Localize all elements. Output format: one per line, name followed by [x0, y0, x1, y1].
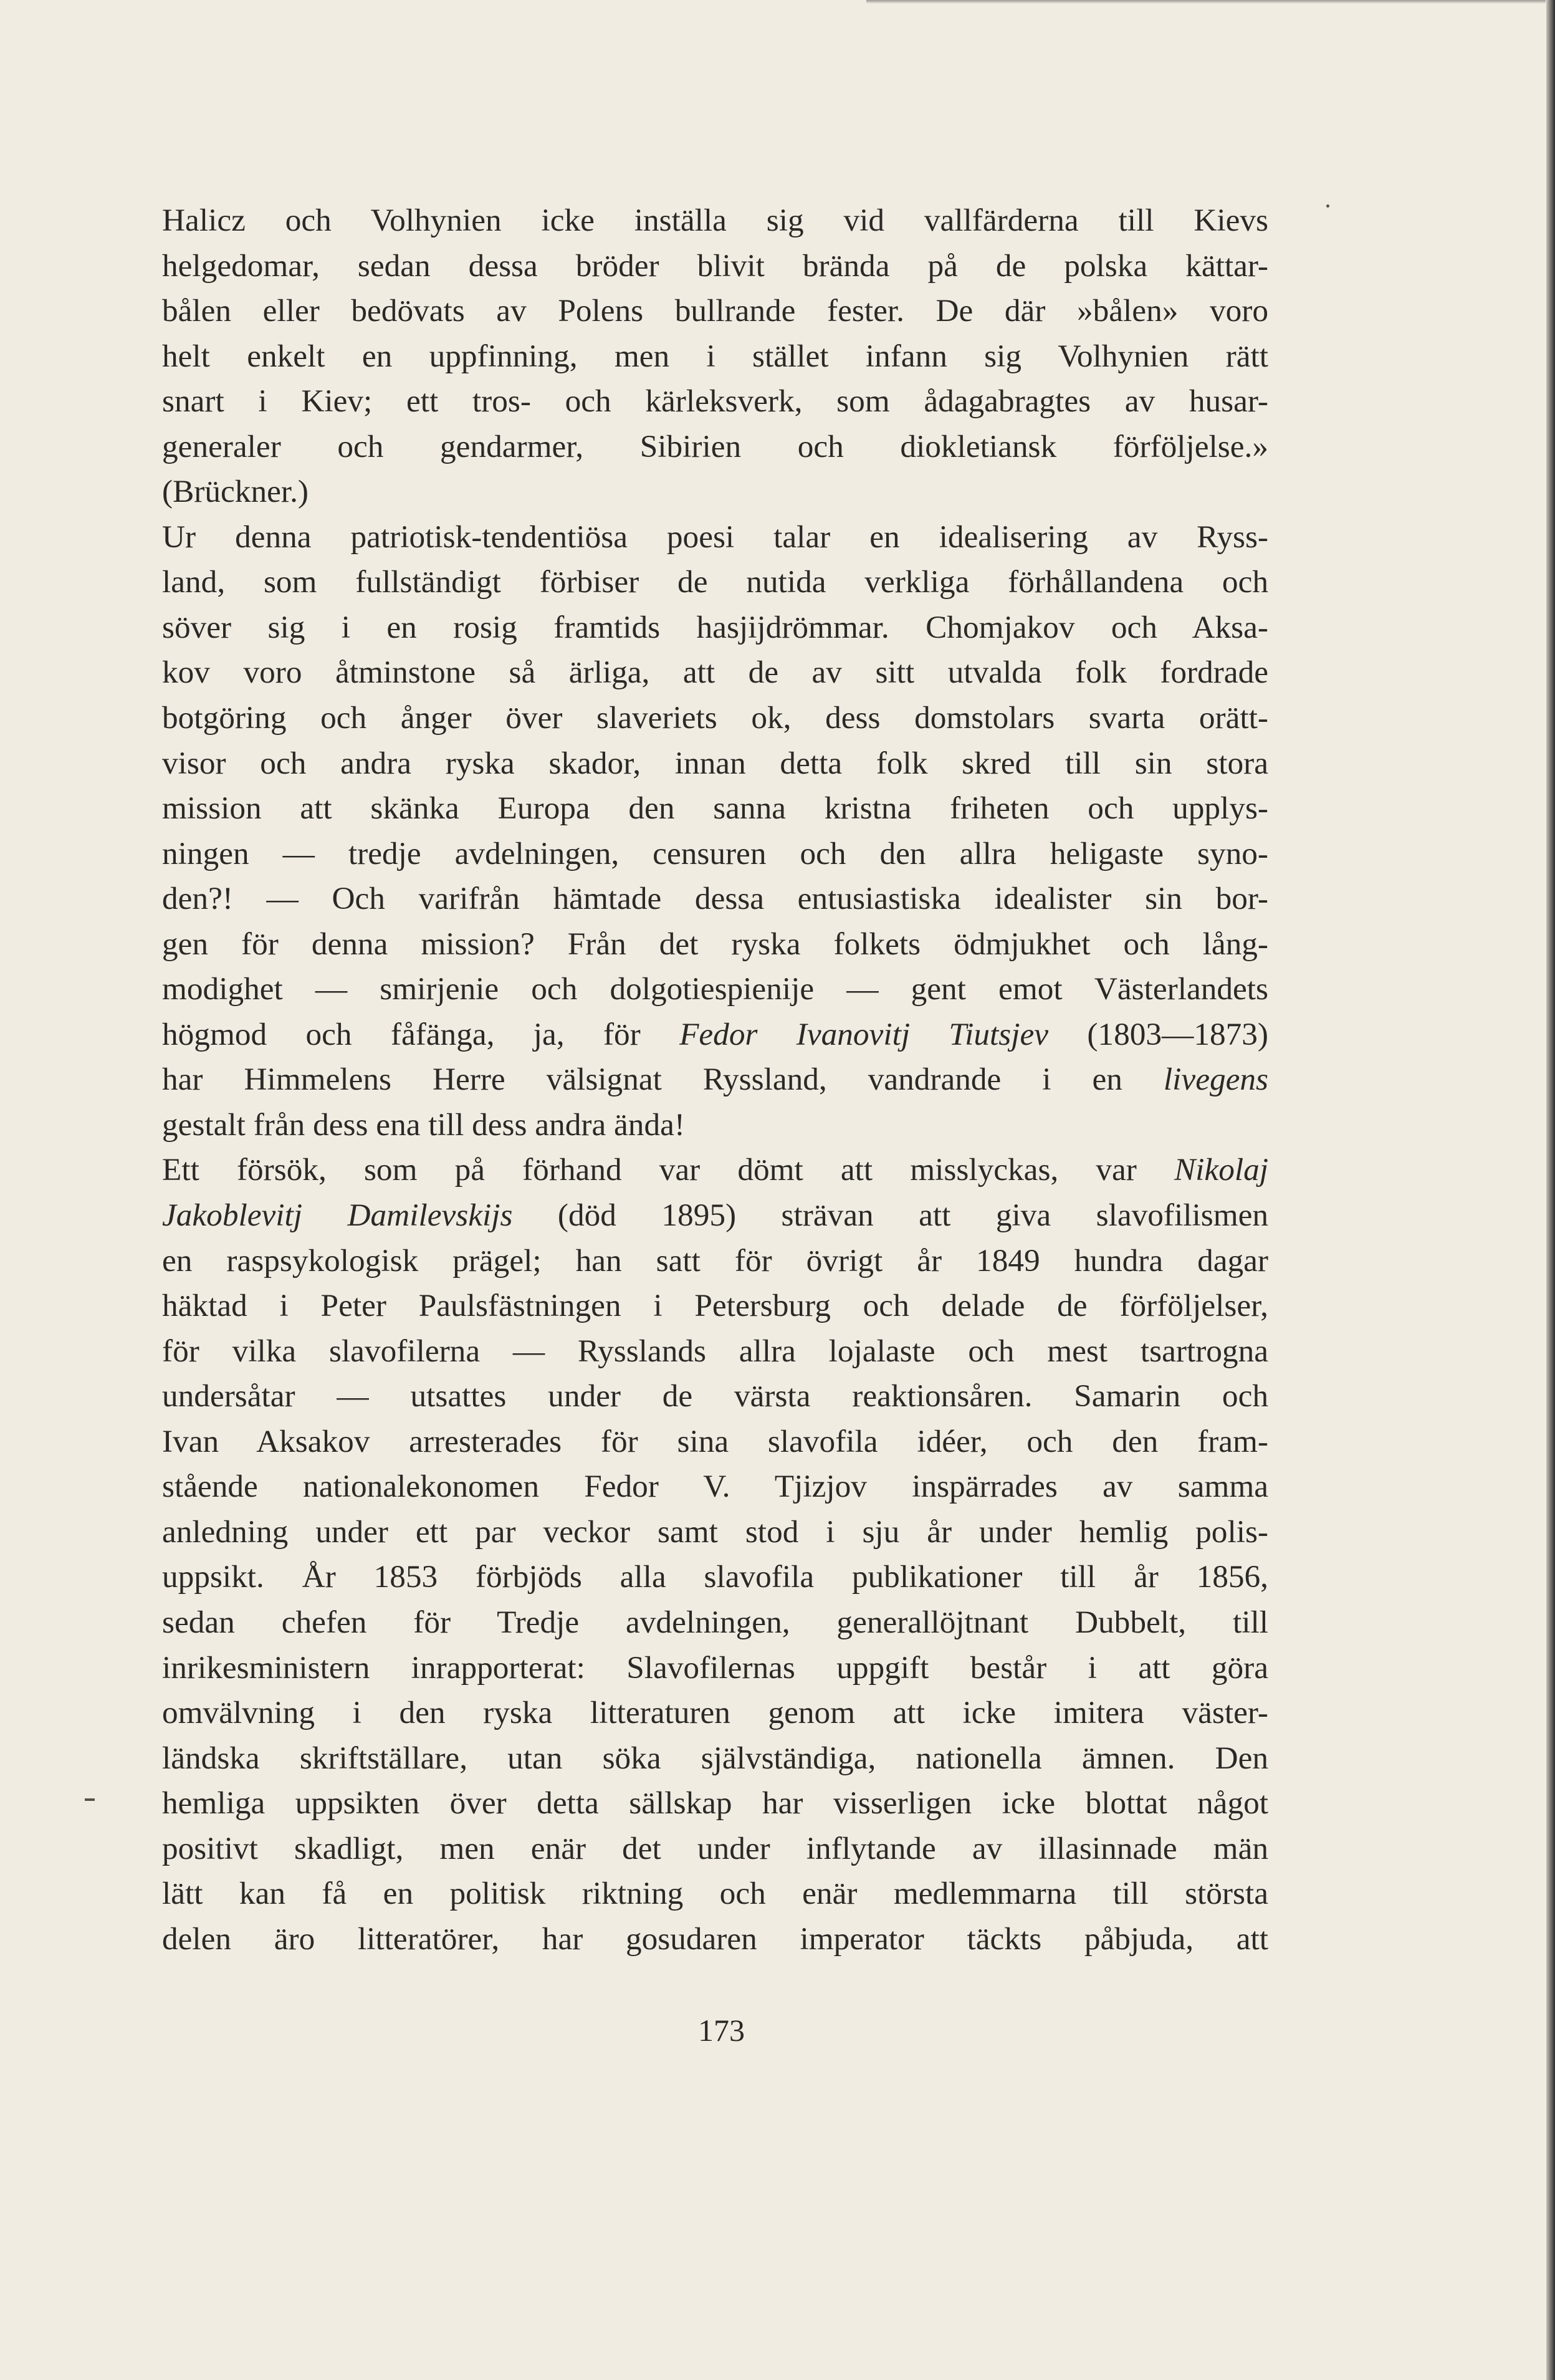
text-line	[162, 1103, 1268, 1148]
text-line	[162, 1691, 1268, 1736]
text-line	[162, 425, 1268, 470]
line-text: delen äro litteratörer, har gosudaren imperator täckts påbjuda, att	[162, 1921, 1268, 1957]
line-text: har Himmelens Herre välsignat Ryssland, vandrande i en	[162, 1062, 1164, 1098]
line-text: hemliga uppsikten över detta sällskap har visserligen icke blottat något	[162, 1785, 1268, 1821]
line-text: Ur denna patriotisk-tendentiösa poesi talar en idealisering av Ryss-	[162, 519, 1268, 555]
text-line	[162, 832, 1268, 877]
page-right-edge	[1546, 0, 1555, 2380]
italic-name: Jakoblevitj Damilevskijs	[162, 1197, 513, 1234]
text-line	[162, 289, 1268, 334]
text-line	[162, 560, 1268, 605]
text-line	[162, 876, 1268, 922]
line-text: Ett försök, som på förhand var dömt att misslyckas, var	[162, 1152, 1174, 1188]
text-line	[162, 1329, 1268, 1375]
line-text: för vilka slavofilerna — Rysslands allra lojalaste och mest tsartrogna	[162, 1333, 1268, 1369]
text-line	[162, 650, 1268, 696]
line-text: den?! — Och varifrån hämtade dessa entusiastiska idealister sin bor-	[162, 881, 1268, 917]
text-line	[162, 605, 1268, 651]
text-line	[162, 469, 1268, 515]
line-text: undersåtar — utsattes under de värsta reaktionsåren. Samarin och	[162, 1378, 1268, 1414]
line-text: kov voro åtminstone så ärliga, att de av sitt utvalda folk fordrade	[162, 655, 1268, 691]
line-text: (död 1895) strävan att giva slavofilismen	[512, 1197, 1268, 1234]
text-line	[162, 1555, 1268, 1600]
text-line	[162, 1012, 1268, 1058]
text-line	[162, 1419, 1268, 1465]
text-line	[162, 1239, 1268, 1284]
line-text: högmod och fåfänga, ja, för	[162, 1016, 680, 1052]
line-text: botgöring och ånger över slaveriets ok, dess domstolars svarta orätt-	[162, 700, 1268, 736]
text-line	[162, 696, 1268, 741]
text-line	[162, 1510, 1268, 1555]
line-text: helgedomar, sedan dessa bröder blivit brända på de polska kättar-	[162, 247, 1268, 284]
line-text: en raspsykologisk prägel; han satt för övrigt år 1849 hundra dagar	[162, 1242, 1268, 1279]
line-text: lätt kan få en politisk riktning och enär medlemmarna till största	[162, 1876, 1268, 1912]
line-text: positivt skadligt, men enär det under inflytande av illasinnade män	[162, 1830, 1268, 1866]
text-line	[162, 1736, 1268, 1782]
text-line	[162, 1600, 1268, 1646]
italic-name: Fedor Ivanovitj Tiutsjev	[679, 1016, 1049, 1052]
line-text: gen för denna mission? Från det ryska folkets ödmjukhet och lång-	[162, 926, 1268, 962]
text-line	[162, 1193, 1268, 1239]
text-line	[162, 1057, 1268, 1103]
line-text: bålen eller bedövats av Polens bullrande fester. De där »bålen» voro	[162, 293, 1268, 329]
text-line	[162, 1284, 1268, 1329]
text-line	[162, 1871, 1268, 1917]
line-text: sedan chefen för Tredje avdelningen, generallöjtnant Dubbelt, till	[162, 1604, 1268, 1640]
page-number: 173	[698, 2013, 745, 2048]
line-text: modighet — smirjenie och dolgotiespienije — gent emot Västerlandets	[162, 971, 1268, 1007]
text-line	[162, 244, 1268, 289]
line-text: generaler och gendarmer, Sibirien och diokletiansk förföljelse.»	[162, 428, 1268, 464]
text-line	[162, 515, 1268, 560]
text-line	[162, 1781, 1268, 1826]
text-line	[162, 379, 1268, 425]
text-line	[162, 1826, 1268, 1872]
line-text: omvälvning i den ryska litteraturen genom att icke imitera väster-	[162, 1695, 1268, 1731]
line-text: gestalt från dess ena till dess andra ända!	[162, 1106, 685, 1143]
line-text: mission att skänka Europa den sanna kristna friheten och upplys-	[162, 790, 1268, 827]
text-line	[162, 741, 1268, 787]
line-text: häktad i Peter Paulsfästningen i Petersburg och delade de förföljelser,	[162, 1288, 1268, 1324]
margin-mark	[85, 1798, 95, 1801]
margin-mark	[1326, 204, 1329, 208]
line-text: (Brückner.)	[162, 474, 309, 510]
line-text: uppsikt. År 1853 förbjöds alla slavofila publikationer till år 1856,	[162, 1559, 1268, 1595]
line-text: helt enkelt en uppfinning, men i stället infann sig Volhynien rätt	[162, 338, 1268, 374]
text-line	[162, 967, 1268, 1012]
line-text: Halicz och Volhynien icke inställa sig vid vallfärderna till Kievs	[162, 203, 1268, 238]
text-line	[162, 1464, 1268, 1510]
italic-name: Nikolaj	[1174, 1152, 1268, 1188]
line-text: ländska skriftställare, utan söka självständiga, nationella ämnen. Den	[162, 1740, 1268, 1776]
line-text: söver sig i en rosig framtids hasjijdrömmar. Chomjakov och Aksa-	[162, 609, 1268, 645]
text-line	[162, 922, 1268, 967]
line-text: Ivan Aksakov arresterades för sina slavofila idéer, och den fram-	[162, 1423, 1268, 1459]
text-line	[162, 1148, 1268, 1193]
text-line	[162, 1374, 1268, 1419]
line-text: (1803—1873)	[1048, 1016, 1268, 1052]
body-text	[162, 198, 1268, 1962]
text-line	[162, 786, 1268, 832]
line-text: land, som fullständigt förbiser de nutida verkliga förhållandena och	[162, 564, 1268, 600]
text-line	[162, 334, 1268, 380]
line-text: inrikesministern inrapporterat: Slavofilernas uppgift består i att göra	[162, 1649, 1268, 1686]
text-line	[162, 1917, 1268, 1962]
line-text: anledning under ett par veckor samt stod i sju år under hemlig polis-	[162, 1514, 1268, 1550]
line-text: snart i Kiev; ett tros- och kärleksverk, som ådagabragtes av husar-	[162, 383, 1268, 420]
line-text: stående nationalekonomen Fedor V. Tjizjov inspärrades av samma	[162, 1469, 1268, 1505]
italic-name: livegens	[1163, 1062, 1268, 1098]
line-text: ningen — tredje avdelningen, censuren och den allra heligaste syno-	[162, 835, 1268, 871]
line-text: visor och andra ryska skador, innan detta folk skred till sin stora	[162, 745, 1268, 781]
page-top-edge	[866, 0, 1546, 4]
text-line	[162, 198, 1268, 244]
text-line	[162, 1646, 1268, 1691]
